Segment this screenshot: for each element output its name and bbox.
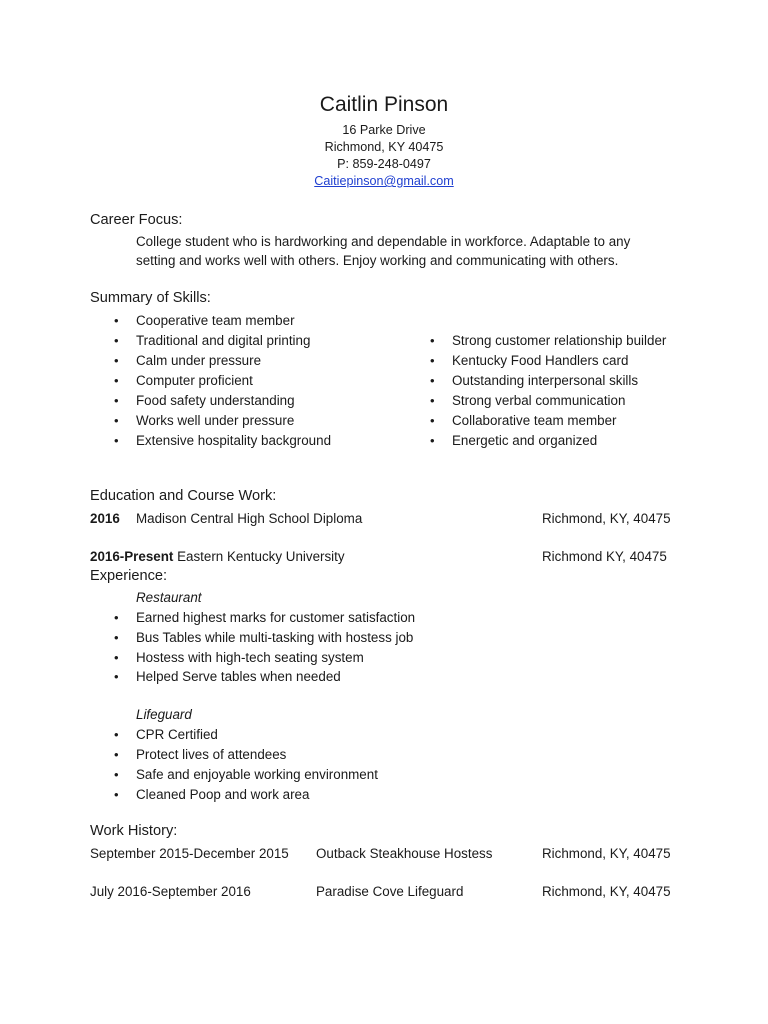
work-location: Richmond, KY, 40475: [542, 846, 671, 861]
education-entry: [90, 547, 345, 567]
career-focus-heading: Career Focus:: [90, 212, 183, 228]
work-dates: September 2015-December 2015: [90, 846, 289, 861]
skill-item: • Computer proficient: [136, 371, 253, 391]
skill-item: • Outstanding interpersonal skills: [452, 371, 638, 391]
skill-item: • Extensive hospitality background: [136, 431, 331, 451]
phone-number: P: 859-248-0497: [337, 157, 431, 171]
work-dates: July 2016-September 2016: [90, 884, 251, 899]
experience-bullet: • Bus Tables while multi-tasking with hostess job: [136, 628, 413, 648]
role-title: Restaurant: [136, 590, 202, 605]
resume-name: Caitlin Pinson: [319, 93, 449, 116]
address-line-2: Richmond, KY 40475: [324, 140, 444, 154]
work-position: Paradise Cove Lifeguard: [316, 884, 464, 899]
skill-item: • Traditional and digital printing: [136, 331, 310, 351]
skills-heading: Summary of Skills:: [90, 290, 211, 306]
education-location: Richmond KY, 40475: [542, 549, 667, 564]
email-link[interactable]: Caitiepinson@gmail.com: [314, 174, 454, 188]
role-title: Lifeguard: [136, 707, 192, 722]
education-year: 2016-Present: [90, 549, 174, 564]
experience-bullet: • Cleaned Poop and work area: [136, 785, 309, 805]
experience-bullet: • Earned highest marks for customer satisfaction: [136, 608, 415, 628]
skill-item: • Works well under pressure: [136, 411, 294, 431]
experience-bullet: • Helped Serve tables when needed: [136, 667, 341, 687]
education-location: Richmond, KY, 40475: [542, 511, 671, 526]
email-line: [0, 173, 768, 190]
career-focus-line-2: setting and works well with others. Enjoy working and communicating with others.: [136, 253, 619, 268]
education-school: Eastern Kentucky University: [177, 549, 345, 564]
experience-bullet: • Safe and enjoyable working environment: [136, 765, 378, 785]
skill-item: • Calm under pressure: [136, 351, 261, 371]
experience-heading: Experience:: [90, 568, 168, 584]
experience-bullet: • Hostess with high-tech seating system: [136, 648, 364, 668]
skill-item: • Strong customer relationship builder: [452, 331, 666, 351]
experience-bullet: • CPR Certified: [136, 725, 218, 745]
experience-bullet: • Protect lives of attendees: [136, 745, 286, 765]
education-school: Madison Central High School Diploma: [136, 511, 363, 526]
skill-item: • Energetic and organized: [452, 431, 597, 451]
work-history-heading: Work History:: [90, 823, 178, 839]
work-position: Outback Steakhouse Hostess: [316, 846, 493, 861]
skill-item: • Strong verbal communication: [452, 391, 625, 411]
education-year: 2016: [90, 511, 120, 526]
work-location: Richmond, KY, 40475: [542, 884, 671, 899]
address-line-1: 16 Parke Drive: [342, 123, 426, 137]
skill-item: • Cooperative team member: [136, 311, 295, 331]
career-focus-line-1: College student who is hardworking and dependable in workforce. Adaptable to any: [136, 234, 631, 249]
skill-item: • Food safety understanding: [136, 391, 295, 411]
education-heading: Education and Course Work:: [90, 488, 277, 504]
skill-item: • Collaborative team member: [452, 411, 616, 431]
skill-item: • Kentucky Food Handlers card: [452, 351, 628, 371]
